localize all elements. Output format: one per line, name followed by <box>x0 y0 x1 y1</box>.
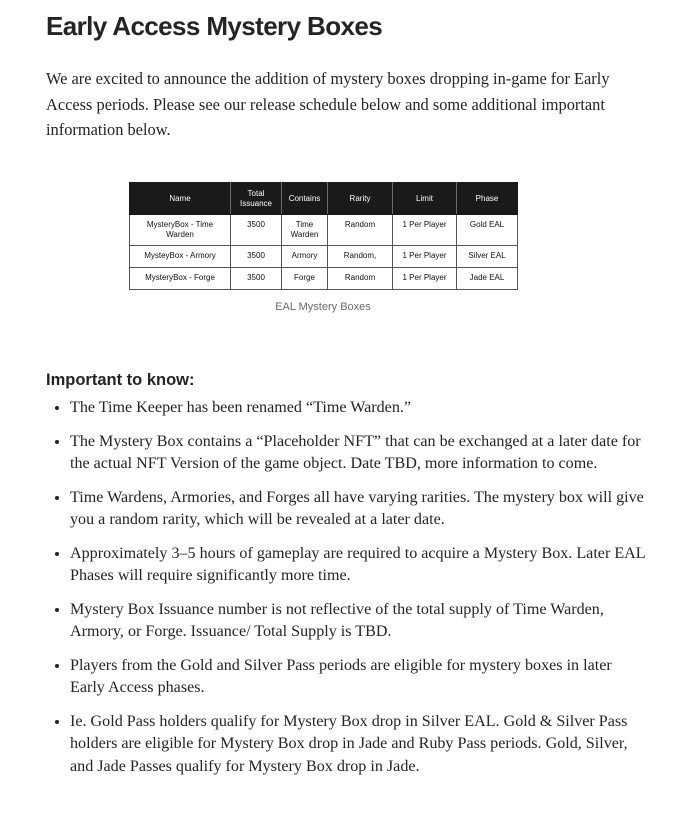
cell-contains: Time Warden <box>282 215 328 246</box>
list-item: • Players from the Gold and Silver Pass periods are eligible for mystery boxes in later Early Access phases. <box>70 655 650 700</box>
cell-limit: 1 Per Player <box>393 246 457 268</box>
table-header-row <box>130 183 518 215</box>
header-limit: Limit <box>393 183 457 215</box>
cell-name: MysteryBox - Forge <box>130 268 231 290</box>
cell-name: MysteryBox - Time Warden <box>130 215 231 246</box>
header-total-issuance: Total Issuance <box>231 183 282 215</box>
cell-total-issuance: 3500 <box>231 215 282 246</box>
cell-contains: Forge <box>282 268 328 290</box>
cell-rarity: Random, <box>328 246 393 268</box>
table-caption: EAL Mystery Boxes <box>275 301 371 313</box>
table-row <box>130 246 518 268</box>
important-list <box>46 397 650 789</box>
header-phase: Phase <box>457 183 518 215</box>
list-item: • Mystery Box Issuance number is not reflective of the total supply of Time Warden, Armory, or Forge. Issuance/ Total Supply is TBD. <box>70 599 650 644</box>
list-item: • Approximately 3–5 hours of gameplay are required to acquire a Mystery Box. Later EAL Phases will require significantly more time. <box>70 543 650 588</box>
important-heading: Important to know: <box>46 371 195 389</box>
cell-name: MysteyBox - Armory <box>130 246 231 268</box>
table-row <box>130 215 518 246</box>
cell-rarity: Random <box>328 268 393 290</box>
cell-phase: Silver EAL <box>457 246 518 268</box>
cell-total-issuance: 3500 <box>231 268 282 290</box>
article-title: Early Access Mystery Boxes <box>46 11 383 41</box>
list-item: • The Time Keeper has been renamed “Time Warden.” <box>70 397 650 420</box>
cell-phase: Gold EAL <box>457 215 518 246</box>
cell-limit: 1 Per Player <box>393 268 457 290</box>
intro-paragraph: We are excited to announce the addition of mystery boxes dropping in-game for Early Access periods. Please see our release schedule below and some additional important information below. <box>46 69 610 139</box>
cell-rarity: Random <box>328 215 393 246</box>
header-contains: Contains <box>282 183 328 215</box>
header-name: Name <box>130 183 231 215</box>
list-item: • Ie. Gold Pass holders qualify for Mystery Box drop in Silver EAL. Gold & Silver Pass holders are eligible for Mystery Box drop in Jade and Ruby Pass periods. Gold, Silver, and Jade Passes qualify for Mystery Box drop in Jade. <box>70 711 650 779</box>
cell-total-issuance: 3500 <box>231 246 282 268</box>
mystery-box-table <box>129 182 518 290</box>
article <box>46 0 656 143</box>
cell-phase: Jade EAL <box>457 268 518 290</box>
list-item: • The Mystery Box contains a “Placeholder NFT” that can be exchanged at a later date for the actual NFT Version of the game object. Date TBD, more information to come. <box>70 431 650 476</box>
table-row <box>130 268 518 290</box>
header-rarity: Rarity <box>328 183 393 215</box>
cell-contains: Armory <box>282 246 328 268</box>
table-figure <box>129 182 517 313</box>
cell-limit: 1 Per Player <box>393 215 457 246</box>
list-item: • Time Wardens, Armories, and Forges all have varying rarities. The mystery box will give you a random rarity, which will be revealed at a later date. <box>70 487 650 532</box>
